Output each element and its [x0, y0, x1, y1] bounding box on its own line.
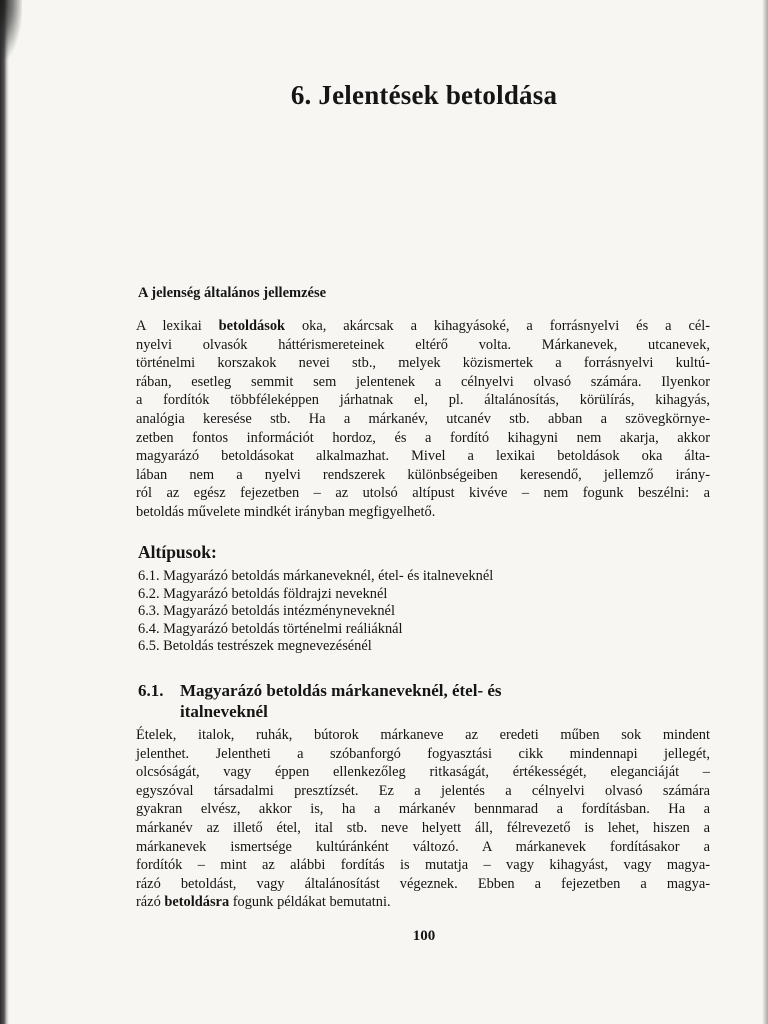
intro-paragraph	[136, 317, 710, 522]
section-number: 6.1.	[138, 681, 164, 700]
paragraph-line: ról az egész fejezetben – az utolsó altípust kivéve – nem fogunk beszélni: a	[136, 485, 710, 502]
subtype-item: 6.1. Magyarázó betoldás márkaneveknél, étel- és italneveknél	[138, 568, 494, 584]
paragraph-line: a fordítók többféleképpen járhatnak el, pl. általánosítás, körülírás, kihagyás,	[136, 392, 710, 409]
paragraph-line: rában, esetleg semmit sem jelentenek a célnyelvi olvasó számára. Ilyenkor	[136, 373, 710, 390]
paragraph-line: betoldás művelete mindkét irányban megfigyelhető.	[136, 503, 436, 520]
paragraph-line: magyarázó betoldásokat alkalmazhat. Mivel a lexikai betoldások oka álta-	[136, 448, 710, 465]
section-6-1-heading	[138, 680, 698, 722]
scan-edge-left	[0, 0, 9, 1024]
paragraph-line: történelmi korszakok nevei stb., melyek közismertek a forrásnyelvi kultú-	[136, 355, 710, 372]
emphasis-term: betoldások	[218, 318, 286, 334]
paragraph-line: zetben fontos információt hordoz, és a fordító kihagyni nem akarja, akkor	[136, 429, 710, 446]
section-6-1-paragraph	[136, 726, 710, 912]
subtype-item: 6.5. Betoldás testrészek megnevezésénél	[138, 638, 372, 655]
paragraph-line: fordítók – mint az alábbi fordítás is mutatja – vagy kihagyást, vagy magya-	[136, 857, 710, 874]
paragraph-line: márkanevek ismertsége kultúránként változó. A márkanevek fordításakor a	[136, 838, 710, 855]
section-6-1-heading-line2: italneveknél	[180, 702, 268, 721]
subtypes-heading: Altípusok:	[138, 542, 217, 562]
paragraph-line: analógia keresése stb. Ha a márkanév, utcanév stb. abban a szövegkörnye-	[136, 410, 710, 427]
paragraph-line: egyszóval társadalmi presztízsét. Ez a jelentés a célnyelvi olvasó számára	[136, 782, 710, 799]
paragraph-line: olcsóságát, vagy éppen ellenkezőleg ritkaságát, értékességét, eleganciáját –	[136, 764, 710, 781]
paragraph-line: gyakran elvész, akkor is, ha a márkanév bennmarad a fordításban. Ha a	[136, 801, 710, 818]
paragraph-line: rázó betoldásra fogunk példákat bemutatni.	[136, 894, 391, 911]
paragraph-line: Ételek, italok, ruhák, bútorok márkaneve az eredeti műben sok mindent	[136, 727, 710, 743]
chapter-title: 6. Jelentések betoldása	[290, 80, 558, 110]
paragraph-line: jelenthet. Jelentheti a szóbanforgó fogyasztási cikk mindennapi jellegét,	[136, 745, 710, 762]
subtype-item: 6.2. Magyarázó betoldás földrajzi neveknél	[138, 585, 388, 602]
paragraph-line: márkanév az illető étel, ital stb. neve helyett áll, félrevezető is lehet, hiszen a	[136, 819, 710, 836]
subtype-item: 6.3. Magyarázó betoldás intézményneveknél	[138, 603, 395, 620]
scan-corner-shadow	[0, 0, 22, 60]
emphasis-term: betoldásra	[164, 894, 230, 911]
paragraph-line: A lexikai betoldások oka, akárcsak a kihagyásoké, a forrásnyelvi és a cél-	[136, 318, 711, 334]
paragraph-line: rázó betoldást, vagy általánosítást végeznek. Ebben a fejezetben a magya-	[136, 875, 710, 892]
section-heading: A jelenség általános jellemzése	[138, 285, 327, 301]
scan-edge-right	[762, 0, 768, 1024]
section-6-1-heading-line1: Magyarázó betoldás márkaneveknél, étel- és	[180, 681, 502, 700]
page-number: 100	[412, 928, 436, 944]
subtypes-list	[138, 568, 493, 656]
subtype-item: 6.4. Magyarázó betoldás történelmi reáliáknál	[138, 620, 403, 637]
paragraph-line: lában nem a nyelvi rendszerek különbségeiben keresendő, jellemző irány-	[136, 466, 710, 483]
paragraph-line: nyelvi olvasók háttérismereteinek eltérő volta. Márkanevek, utcanevek,	[136, 336, 710, 353]
